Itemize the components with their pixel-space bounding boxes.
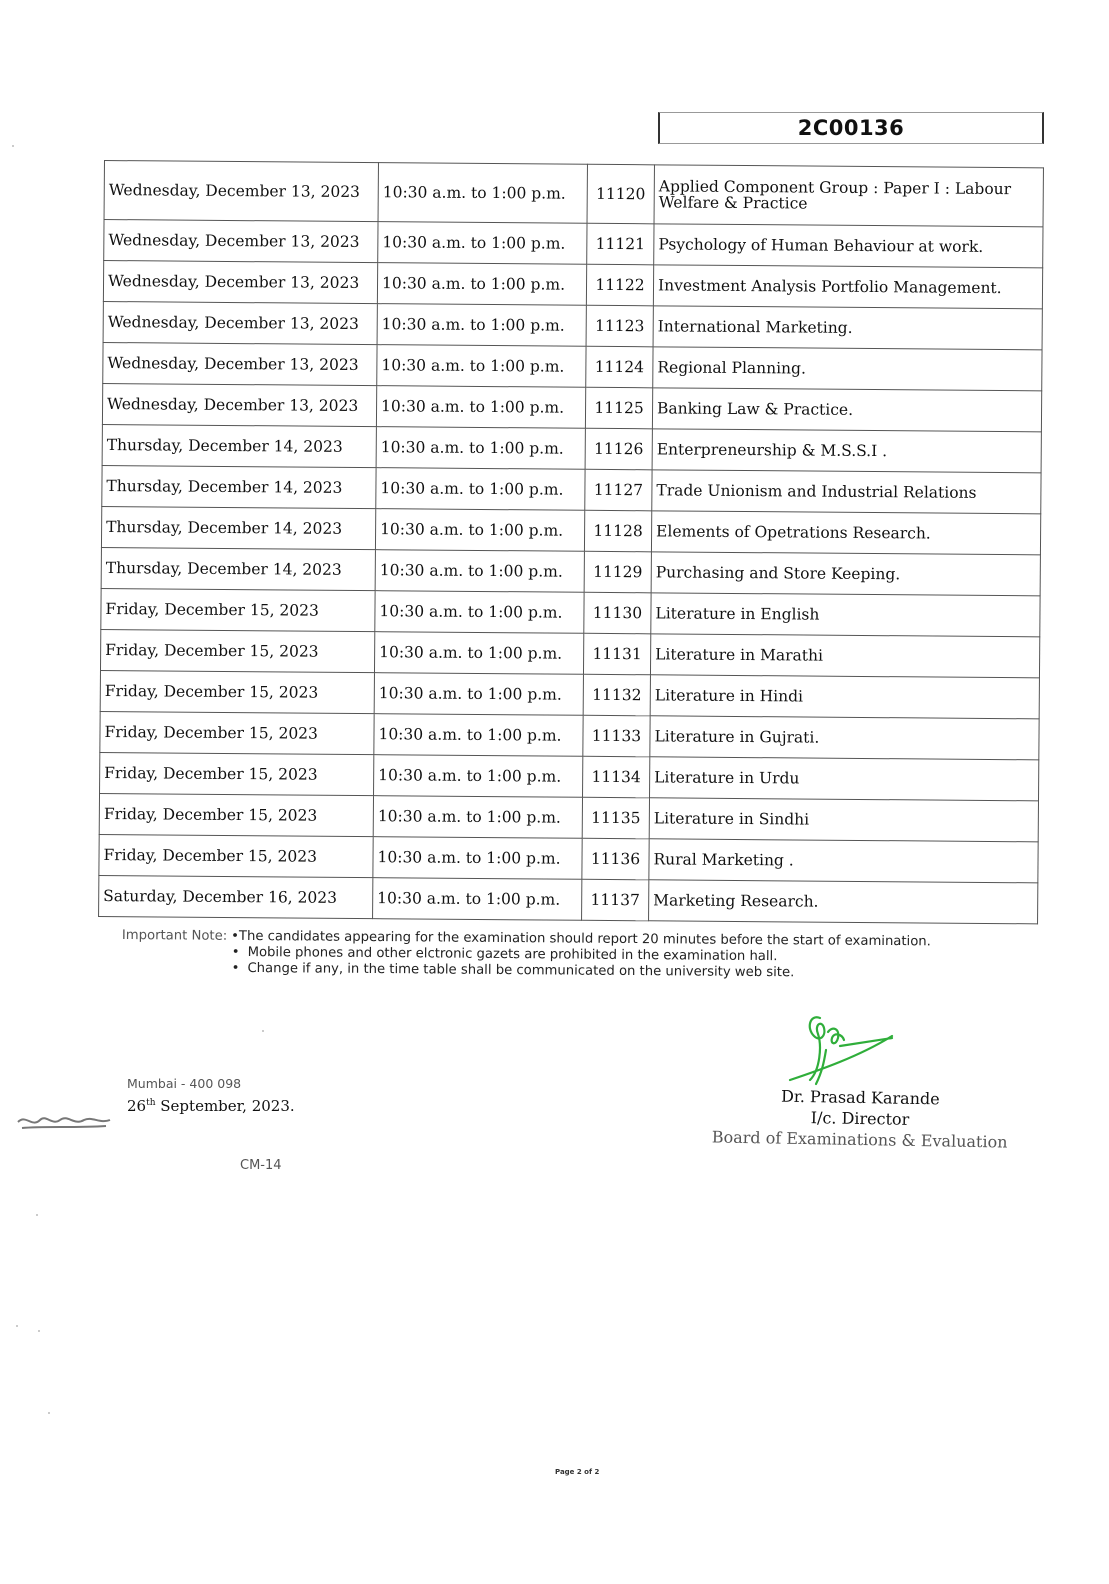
- table-row: [99, 875, 1038, 923]
- subject-cell: Banking Law & Practice.: [652, 388, 1041, 432]
- exam-time-cell: 10:30 a.m. to 1:00 p.m.: [374, 714, 583, 757]
- bleed-through-mark: [14, 1110, 114, 1134]
- exam-date-cell: Friday, December 15, 2023: [100, 711, 374, 754]
- exam-time-cell: 10:30 a.m. to 1:00 p.m.: [373, 837, 582, 880]
- scan-speck: [48, 1412, 50, 1414]
- subject-cell: Elements of Opetrations Research.: [651, 511, 1040, 555]
- timetable-body: [99, 161, 1044, 924]
- exam-time-cell: 10:30 a.m. to 1:00 p.m.: [377, 263, 586, 306]
- exam-date-cell: Saturday, December 16, 2023: [99, 875, 373, 918]
- paper-code-cell: 11126: [585, 428, 652, 470]
- issue-date: 26th September, 2023.: [127, 1097, 295, 1115]
- paper-code-cell: 11130: [584, 592, 651, 634]
- exam-date-cell: Friday, December 15, 2023: [100, 629, 374, 672]
- note-item-3: • Change if any, in the time table shall be communicated on the university web site.: [232, 961, 1002, 982]
- paper-code-cell: 11122: [586, 264, 653, 306]
- exam-date-cell: Wednesday, December 13, 2023: [103, 261, 377, 304]
- paper-code-cell: 11128: [584, 510, 651, 552]
- exam-timetable: [98, 160, 1044, 924]
- note-item-1: •The candidates appearing for the examination should report 20 minutes before the start of examination.: [231, 928, 931, 950]
- subject-cell: Purchasing and Store Keeping.: [651, 552, 1040, 596]
- paper-code-cell: 11120: [587, 164, 654, 224]
- signatory-block: [699, 1085, 1020, 1153]
- exam-date-cell: Thursday, December 14, 2023: [101, 506, 375, 549]
- scan-speck: [16, 1325, 18, 1327]
- scan-speck: [12, 145, 14, 147]
- paper-code-cell: 11132: [583, 674, 650, 716]
- exam-time-cell: 10:30 a.m. to 1:00 p.m.: [376, 386, 585, 429]
- note-list: [122, 944, 1002, 982]
- signatory-office: Board of Examinations & Evaluation: [711, 1127, 1008, 1152]
- exam-date-cell: Wednesday, December 13, 2023: [103, 342, 377, 385]
- note-item-2: • Mobile phones and other elctronic gazets are prohibited in the examination hall.: [232, 945, 1002, 966]
- paper-code-cell: 11133: [583, 715, 650, 757]
- exam-date-cell: Friday, December 15, 2023: [99, 834, 373, 877]
- paper-code-cell: 11134: [583, 756, 650, 798]
- subject-cell: Rural Marketing .: [649, 839, 1038, 883]
- exam-time-cell: 10:30 a.m. to 1:00 p.m.: [373, 878, 582, 921]
- paper-code-cell: 11125: [585, 387, 652, 429]
- exam-date-cell: Friday, December 15, 2023: [99, 793, 373, 836]
- exam-date-cell: Thursday, December 14, 2023: [102, 465, 376, 508]
- exam-date-cell: Friday, December 15, 2023: [100, 670, 374, 713]
- exam-time-cell: 10:30 a.m. to 1:00 p.m.: [374, 755, 583, 798]
- subject-cell: Literature in Gujrati.: [650, 716, 1039, 760]
- paper-code-cell: 11135: [582, 797, 649, 839]
- document-code-box: [658, 112, 1044, 144]
- exam-date-cell: Wednesday, December 13, 2023: [104, 161, 378, 222]
- paper-code-cell: 11123: [586, 305, 653, 347]
- exam-date-cell: Wednesday, December 13, 2023: [103, 301, 377, 344]
- table-row: [104, 161, 1043, 227]
- signatory-title: I/c. Director: [810, 1107, 910, 1129]
- exam-time-cell: 10:30 a.m. to 1:00 p.m.: [375, 591, 584, 634]
- subject-cell: Psychology of Human Behaviour at work.: [654, 224, 1043, 268]
- paper-code-cell: 11121: [587, 223, 654, 265]
- paper-code-cell: 11136: [582, 838, 649, 880]
- paper-code-cell: 11137: [582, 879, 649, 921]
- exam-time-cell: 10:30 a.m. to 1:00 p.m.: [378, 222, 587, 265]
- scan-speck: [36, 1214, 38, 1216]
- paper-code-cell: 11127: [585, 469, 652, 511]
- subject-cell: Literature in Marathi: [650, 634, 1039, 678]
- exam-time-cell: 10:30 a.m. to 1:00 p.m.: [377, 345, 586, 388]
- place-date-block: [127, 1076, 295, 1115]
- exam-time-cell: 10:30 a.m. to 1:00 p.m.: [374, 632, 583, 675]
- paper-code-cell: 11129: [584, 551, 651, 593]
- page-number: Page 2 of 2: [555, 1468, 600, 1476]
- exam-date-cell: Thursday, December 14, 2023: [102, 424, 376, 467]
- exam-time-cell: 10:30 a.m. to 1:00 p.m.: [378, 163, 587, 224]
- exam-date-cell: Friday, December 15, 2023: [101, 588, 375, 631]
- subject-cell: Applied Component Group : Paper I : Labour Welfare & Practice: [654, 165, 1043, 227]
- document-code: 2C00136: [797, 116, 905, 140]
- exam-time-cell: 10:30 a.m. to 1:00 p.m.: [374, 673, 583, 716]
- exam-date-cell: Wednesday, December 13, 2023: [104, 220, 378, 263]
- exam-time-cell: 10:30 a.m. to 1:00 p.m.: [376, 427, 585, 470]
- signatory-name: Dr. Prasad Karande: [780, 1086, 940, 1109]
- form-code: CM-14: [240, 1158, 282, 1173]
- subject-cell: Regional Planning.: [653, 347, 1042, 391]
- important-note: [122, 928, 1002, 983]
- exam-time-cell: 10:30 a.m. to 1:00 p.m.: [375, 509, 584, 552]
- paper-code-cell: 11124: [586, 346, 653, 388]
- exam-time-cell: 10:30 a.m. to 1:00 p.m.: [373, 796, 582, 839]
- table-row: [100, 629, 1039, 677]
- subject-cell: Enterpreneurship & M.S.S.I .: [652, 429, 1041, 473]
- exam-time-cell: 10:30 a.m. to 1:00 p.m.: [377, 304, 586, 347]
- subject-cell: Literature in English: [651, 593, 1040, 637]
- place-city: Mumbai - 400 098: [127, 1076, 242, 1091]
- scan-speck: [262, 1030, 264, 1032]
- subject-cell: Marketing Research.: [649, 880, 1038, 924]
- subject-cell: Literature in Hindi: [650, 675, 1039, 719]
- scan-speck: [38, 1330, 40, 1332]
- subject-cell: Investment Analysis Portfolio Management.: [653, 265, 1042, 309]
- exam-time-cell: 10:30 a.m. to 1:00 p.m.: [375, 550, 584, 593]
- table-row: [101, 588, 1040, 636]
- subject-cell: Literature in Sindhi: [649, 798, 1038, 842]
- subject-cell: Trade Unionism and Industrial Relations: [652, 470, 1041, 514]
- exam-time-cell: 10:30 a.m. to 1:00 p.m.: [376, 468, 585, 511]
- exam-date-cell: Friday, December 15, 2023: [100, 752, 374, 795]
- exam-date-cell: Thursday, December 14, 2023: [101, 547, 375, 590]
- paper-code-cell: 11131: [583, 633, 650, 675]
- exam-date-cell: Wednesday, December 13, 2023: [102, 383, 376, 426]
- subject-cell: Literature in Urdu: [650, 757, 1039, 801]
- subject-cell: International Marketing.: [653, 306, 1042, 350]
- note-label: Important Note:: [121, 928, 228, 944]
